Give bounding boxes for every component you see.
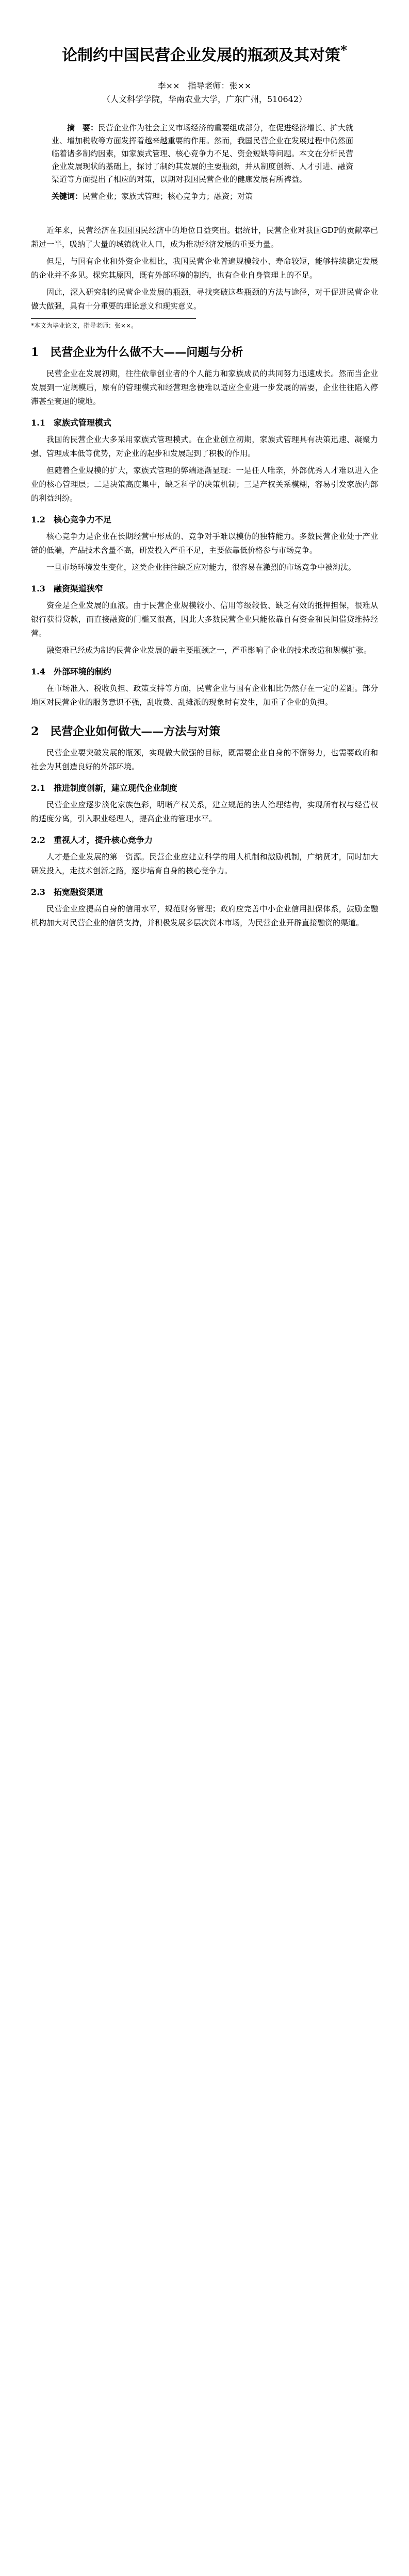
section [31,725,378,930]
subsection-paragraph: 民营企业应逐步淡化家族色彩，明晰产权关系，建立规范的法人治理结构，实现所有权与经营权的适度分离，引入职业经理人，提高企业的管理水平。 [31,800,378,823]
title-footnote-mark: * [340,43,348,58]
abstract-label: 摘 要： [67,123,99,132]
author-line: 李×× 指导老师：张×× [157,81,252,91]
subsection-paragraph: 人才是企业发展的第一资源。民营企业应建立科学的用人机制和激励机制，广纳贤才，同时加大研发投入，走技术创新之路，逐步培育自身的核心竞争力。 [31,852,378,875]
subsection [31,885,378,930]
intro-paragraph: 因此，深入研究制约民营企业发展的瓶颈，寻找突破这些瓶颈的方法与途径，对于促进民营企业做大做强，具有十分重要的理论意义和现实意义。 [31,287,378,311]
subsection [31,833,378,878]
subsection [31,665,378,709]
subsection [31,781,378,826]
subsection-paragraph: 一旦市场环境发生变化，这类企业往往缺乏应对能力，很容易在激烈的市场竞争中被淘汰。 [46,563,356,572]
keywords-label: 关键词： [52,192,83,201]
abstract-text: 民营企业作为社会主义市场经济的重要组成部分，在促进经济增长、扩大就业、增加税收等方面发挥着越来越重要的作用。然而，我国民营企业在发展过程中仍然面临着诸多制约因素，如家族式管理、核心竞争力不足、资金短缺等问题。本文在分析民营企业发展现状的基础上，探讨了制约其发展的主要瓶颈，并从制度创新、人才引进、融资渠道等方面提出了相应的对策，以期对我国民营企业的健康发展有所裨益。 [52,123,354,184]
title-text: 论制约中国民营企业发展的瓶颈及其对策 [61,46,340,64]
subsection-paragraph: 我国的民营企业大多采用家族式管理模式。在企业创立初期，家族式管理具有决策迅速、凝聚力强、管理成本低等优势，对企业的起步和发展起到了积极的作用。 [31,435,378,458]
subsection-heading: 2.1 推进制度创新，建立现代企业制度 [31,783,177,793]
introduction [31,224,378,313]
section-paragraph: 民营企业要突破发展的瓶颈，实现做大做强的目标，既需要企业自身的不懈努力，也需要政府和社会为其创造良好的外部环境。 [31,748,378,771]
paper-body [31,224,378,930]
keywords-text: 民营企业；家族式管理；核心竞争力；融资；对策 [83,192,253,201]
sections [31,346,378,930]
affiliation-line: （人文科学学院，华南农业大学，广东广州，510642） [102,94,307,104]
subsection-heading: 1.2 核心竞争力不足 [31,515,111,524]
subsection-paragraph: 民营企业应提高自身的信用水平，规范财务管理；政府应完善中小企业信用担保体系，鼓励金融机构加大对民营企业的信贷支持，并积极发展多层次资本市场，为民营企业开辟直接融资的渠道。 [31,904,378,927]
keywords [52,190,357,203]
subsection-heading: 1.3 融资渠道狭窄 [31,584,103,594]
subsection-paragraph: 资金是企业发展的血液。由于民营企业规模较小、信用等级较低、缺乏有效的抵押担保，很难从银行获得贷款，而直接融资的门槛又很高，因此大多数民营企业只能依靠自有资金和民间借贷维持经营。 [31,601,378,638]
section-heading: 2 民营企业如何做大——方法与对策 [31,725,221,738]
subsection-paragraph: 在市场准入、税收负担、政策支持等方面，民营企业与国有企业相比仍然存在一定的差距。部分地区对民营企业的服务意识不强，乱收费、乱摊派的现象时有发生，加重了企业的负担。 [31,684,378,707]
intro-paragraph: 近年来，民营经济在我国国民经济中的地位日益突出。据统计，民营企业对我国GDP的贡献率已超过一半，吸纳了大量的城镇就业人口，成为推动经济发展的重要力量。 [31,226,378,249]
subsection-paragraph: 但随着企业规模的扩大，家族式管理的弊端逐渐显现：一是任人唯亲，外部优秀人才难以进入企业的核心管理层；二是决策高度集中，缺乏科学的决策机制；三是产权关系模糊，容易引发家族内部的利益纠纷。 [31,466,378,503]
footnote: *本文为毕业论文，指导老师：张××。 [31,318,196,330]
section-heading: 1 民营企业为什么做不大——问题与分析 [31,346,243,359]
section-paragraph: 民营企业在发展初期，往往依靠创业者的个人能力和家族成员的共同努力迅速成长。然而当企业发展到一定规模后，原有的管理模式和经营理念便难以适应企业进一步发展的需要，企业往往陷入停滞甚至衰退的境地。 [31,369,378,406]
abstract [52,122,357,186]
subsection [31,416,378,505]
subsection-paragraph: 融资难已经成为制约民营企业发展的最主要瓶颈之一，严重影响了企业的技术改造和规模扩张。 [46,646,372,655]
paper-title [31,0,378,65]
subsection [31,513,378,574]
subsection-heading: 2.2 重视人才，提升核心竞争力 [31,835,153,845]
subsection-heading: 1.4 外部环境的制约 [31,667,111,676]
author-block [31,79,378,106]
intro-paragraph: 但是，与国有企业和外资企业相比，我国民营企业普遍规模较小、寿命较短，能够持续稳定发展的企业并不多见。探究其原因，既有外部环境的制约，也有企业自身管理上的不足。 [31,257,378,280]
subsection-heading: 2.3 拓宽融资渠道 [31,887,103,897]
subsection [31,582,378,657]
subsection-paragraph: 核心竞争力是企业在长期经营中形成的、竞争对手难以模仿的独特能力。多数民营企业处于产业链的低端，产品技术含量不高，研发投入严重不足，主要依靠低价格参与市场竞争。 [31,532,378,555]
subsection-heading: 1.1 家族式管理模式 [31,418,111,428]
section [31,346,378,709]
